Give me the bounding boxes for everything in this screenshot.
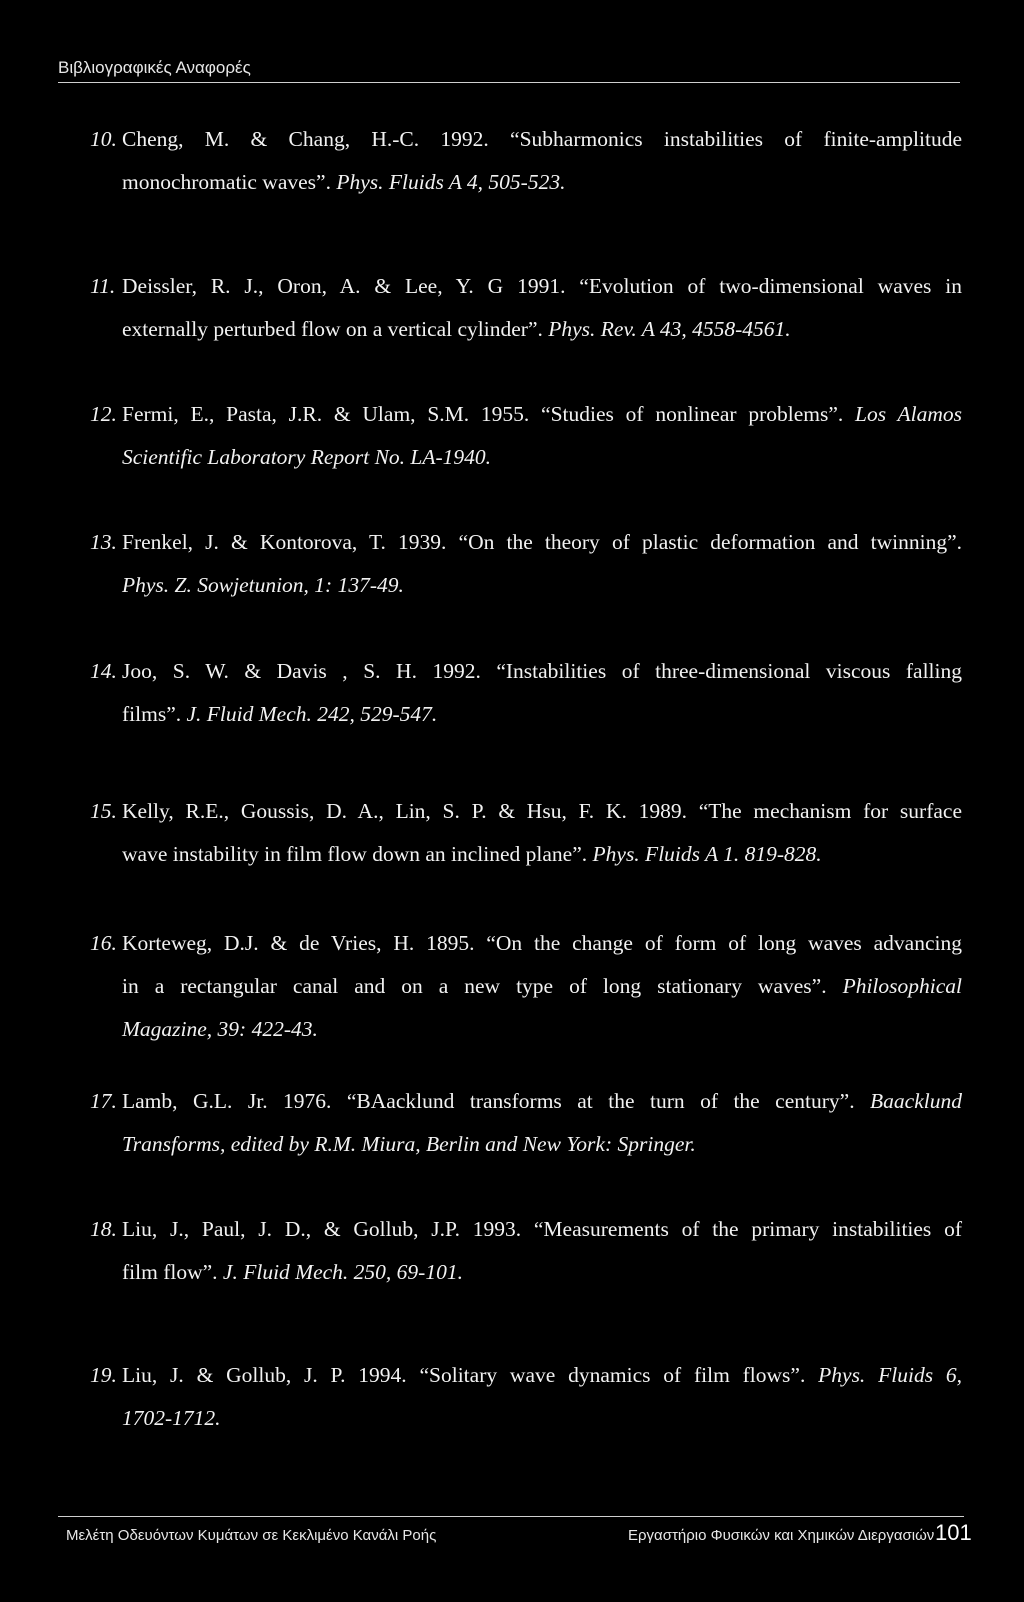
reference-line bbox=[122, 1208, 962, 1251]
reference-line bbox=[122, 650, 962, 693]
reference-text: Liu, J. & Gollub, J. P. 1994. “Solitary wave dynamics of film flows”. bbox=[122, 1363, 819, 1387]
reference-number: 14. bbox=[90, 659, 117, 683]
reference-text: Korteweg, D.J. & de Vries, H. 1895. “On the change of form of long waves advancing bbox=[122, 931, 962, 955]
reference-number: 15. bbox=[90, 799, 117, 823]
reference-line bbox=[122, 308, 962, 351]
page-number: 101 bbox=[935, 1520, 972, 1545]
reference-line bbox=[122, 1397, 962, 1440]
reference-entry bbox=[90, 1208, 962, 1294]
reference-entry bbox=[90, 118, 962, 204]
reference-line bbox=[122, 1123, 962, 1166]
reference-source-text: Scientific Laboratory Report No. LA-1940. bbox=[122, 445, 492, 469]
reference-text: Deissler, R. J., Oron, A. & Lee, Y. G 1991. “Evolution of two-dimensional waves in bbox=[122, 274, 962, 298]
reference-text: externally perturbed flow on a vertical cylinder”. bbox=[122, 317, 549, 341]
reference-line bbox=[122, 1008, 962, 1051]
reference-line bbox=[122, 790, 962, 833]
reference-entry bbox=[90, 650, 962, 736]
reference-text: wave instability in film flow down an inclined plane”. bbox=[122, 842, 593, 866]
page-header-title: Βιβλιογραφικές Αναφορές bbox=[58, 58, 251, 77]
reference-entry bbox=[90, 1080, 962, 1166]
reference-text: film flow”. bbox=[122, 1260, 223, 1284]
reference-line bbox=[122, 1354, 962, 1397]
reference-number: 19. bbox=[90, 1363, 117, 1387]
footer-lab-name: Εργαστήριο Φυσικών και Χημικών Διεργασιών bbox=[628, 1527, 935, 1544]
reference-number: 13. bbox=[90, 530, 117, 554]
reference-source-text: Los Alamos bbox=[855, 402, 962, 426]
reference-source-text: Baacklund bbox=[870, 1089, 962, 1113]
reference-line bbox=[122, 161, 962, 204]
reference-line bbox=[122, 693, 962, 736]
reference-line bbox=[122, 118, 962, 161]
reference-line bbox=[122, 564, 962, 607]
reference-source-text: Phys. Fluids A 4, 505-523. bbox=[336, 170, 566, 194]
reference-entry bbox=[90, 393, 962, 479]
reference-entry bbox=[90, 1354, 962, 1440]
reference-line bbox=[122, 521, 962, 564]
reference-text: Fermi, E., Pasta, J.R. & Ulam, S.M. 1955. “Studies of nonlinear problems”. bbox=[122, 402, 856, 426]
reference-entry bbox=[90, 521, 962, 607]
reference-entry bbox=[90, 790, 962, 876]
reference-number: 11. bbox=[90, 274, 116, 298]
reference-source-text: Phys. Fluids A 1. 819-828. bbox=[592, 842, 822, 866]
footer-divider bbox=[58, 1516, 964, 1517]
reference-text: monochromatic waves”. bbox=[122, 170, 337, 194]
reference-line bbox=[122, 1251, 962, 1294]
reference-source-text: Philosophical bbox=[842, 974, 962, 998]
reference-source-text: Phys. Rev. A 43, 4558-4561. bbox=[548, 317, 791, 341]
reference-text: Kelly, R.E., Goussis, D. A., Lin, S. P. & Hsu, F. K. 1989. “The mechanism for surface bbox=[122, 799, 962, 823]
reference-source-text: 1702-1712. bbox=[122, 1406, 221, 1430]
reference-number: 17. bbox=[90, 1089, 117, 1113]
reference-text: Joo, S. W. & Davis , S. H. 1992. “Instabilities of three-dimensional viscous falling bbox=[122, 659, 962, 683]
reference-text: in a rectangular canal and on a new type of long stationary waves”. bbox=[122, 974, 843, 998]
reference-line bbox=[122, 436, 962, 479]
reference-number: 16. bbox=[90, 931, 117, 955]
reference-source-text: Phys. Fluids 6, bbox=[818, 1363, 962, 1387]
reference-number: 10. bbox=[90, 127, 117, 151]
reference-source-text: Phys. Z. Sowjetunion, 1: 137-49. bbox=[122, 573, 404, 597]
reference-line bbox=[122, 1080, 962, 1123]
reference-source-text: Transforms, edited by R.M. Miura, Berlin and New York: Springer. bbox=[122, 1132, 696, 1156]
reference-line bbox=[122, 922, 962, 965]
reference-source-text: J. Fluid Mech. 242, 529-547. bbox=[186, 702, 438, 726]
header-divider bbox=[58, 82, 960, 83]
reference-number: 18. bbox=[90, 1217, 117, 1241]
reference-text: Cheng, M. & Chang, H.-C. 1992. “Subharmonics instabilities of finite-amplitude bbox=[122, 127, 962, 151]
reference-line bbox=[122, 833, 962, 876]
reference-entry bbox=[90, 922, 962, 1051]
reference-text: Liu, J., Paul, J. D., & Gollub, J.P. 1993. “Measurements of the primary instabilities of bbox=[122, 1217, 962, 1241]
reference-source-text: Magazine, 39: 422-43. bbox=[122, 1017, 318, 1041]
reference-line bbox=[122, 965, 962, 1008]
reference-text: Lamb, G.L. Jr. 1976. “BAacklund transforms at the turn of the century”. bbox=[122, 1089, 871, 1113]
reference-text: Frenkel, J. & Kontorova, T. 1939. “On the theory of plastic deformation and twinning”. bbox=[122, 530, 962, 554]
reference-text: films”. bbox=[122, 702, 187, 726]
reference-line bbox=[122, 393, 962, 436]
reference-number: 12. bbox=[90, 402, 117, 426]
reference-line bbox=[122, 265, 962, 308]
reference-entry bbox=[90, 265, 962, 351]
reference-source-text: J. Fluid Mech. 250, 69-101. bbox=[222, 1260, 463, 1284]
footer-thesis-title: Μελέτη Οδευόντων Κυμάτων σε Κεκλιμένο Κανάλι Ροής bbox=[66, 1527, 437, 1544]
